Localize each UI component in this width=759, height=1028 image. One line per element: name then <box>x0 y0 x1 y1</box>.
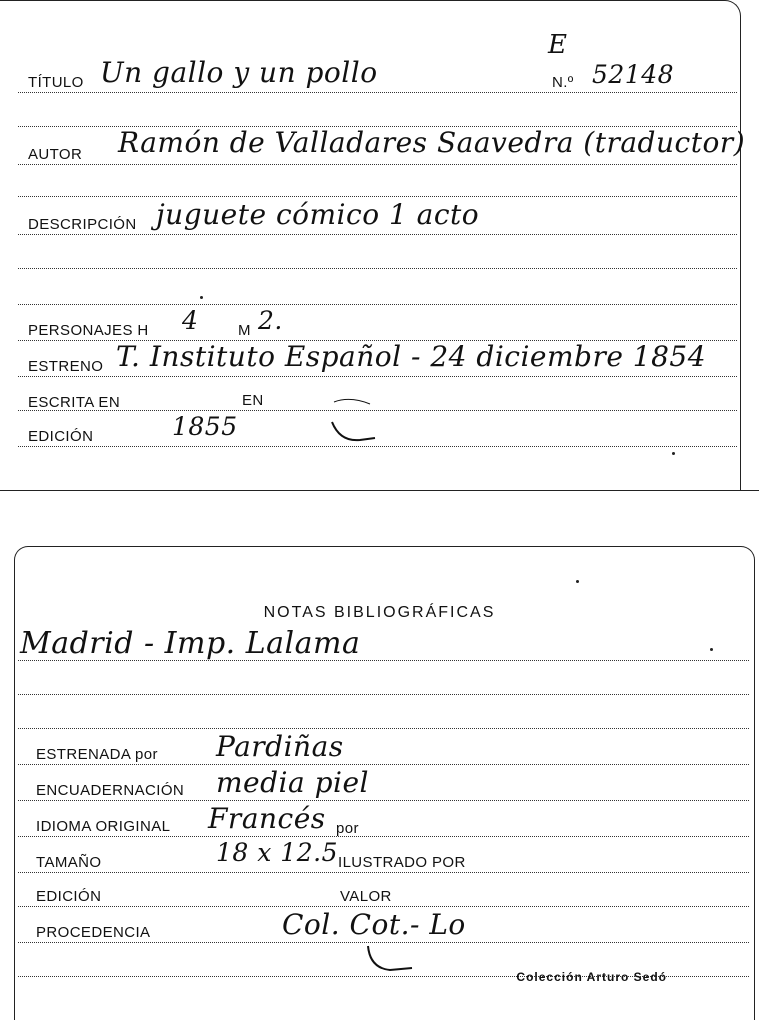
estreno-label: ESTRENO <box>28 358 104 375</box>
edicion-label: EDICIÓN <box>28 428 94 445</box>
idioma-label: IDIOMA ORIGINAL <box>36 818 171 835</box>
autor-value: Ramón de Valladares Saavedra (traductor) <box>118 126 746 159</box>
descripcion-label: DESCRIPCIÓN <box>28 216 137 233</box>
speck <box>576 580 579 583</box>
rule <box>18 92 737 93</box>
rule <box>18 376 737 377</box>
personajes-label: PERSONAJES H <box>28 322 149 339</box>
edicion-label-bottom: EDICIÓN <box>36 888 102 905</box>
escrita-en-label: ESCRITA EN <box>28 394 121 411</box>
tamano-label: TAMAÑO <box>36 854 102 871</box>
ilustrado-label: ILUSTRADO POR <box>338 854 466 871</box>
punch-hole-mark <box>360 938 430 978</box>
punch-hole-mark <box>320 392 390 448</box>
estrenada-value: Pardiñas <box>216 730 344 763</box>
speck <box>672 452 675 455</box>
procedencia-label: PROCEDENCIA <box>36 924 151 941</box>
catalog-card-top <box>0 0 759 491</box>
edicion-value: 1855 <box>172 412 238 441</box>
encuadernacion-label: ENCUADERNACIÓN <box>36 782 185 799</box>
personajes-h-value: 4 <box>182 306 199 335</box>
speck <box>200 296 203 299</box>
idioma-value: Francés <box>208 802 326 835</box>
tamano-value: 18 x 12.5 <box>216 838 338 867</box>
rule <box>18 694 749 695</box>
numero-label: N.º <box>552 74 574 91</box>
rule <box>18 872 749 873</box>
valor-label: VALOR <box>340 888 392 905</box>
rule <box>18 196 737 197</box>
stamp-letter: E <box>548 30 568 60</box>
rule <box>18 800 749 801</box>
rule <box>18 304 737 305</box>
personajes-m-value: 2. <box>258 306 283 335</box>
rule <box>18 728 749 729</box>
notas-value: Madrid - Imp. Lalama <box>20 626 361 661</box>
rule <box>18 268 737 269</box>
por-label: por <box>336 820 359 837</box>
procedencia-value: Col. Cot.- Lo <box>282 908 466 941</box>
encuadernacion-value: media piel <box>216 766 369 799</box>
rule <box>18 660 749 661</box>
rule <box>18 906 749 907</box>
speck <box>710 648 713 651</box>
estreno-value: T. Instituto Español - 24 diciembre 1854 <box>116 340 707 373</box>
notas-heading: NOTAS BIBLIOGRÁFICAS <box>263 604 496 621</box>
en-label: EN <box>242 392 264 409</box>
rule <box>18 764 749 765</box>
collection-footer: Colección Arturo Sedó <box>516 970 667 984</box>
numero-value: 52148 <box>592 60 675 89</box>
rule <box>18 836 749 837</box>
autor-label: AUTOR <box>28 146 83 163</box>
titulo-label: TÍTULO <box>28 74 84 91</box>
rule <box>18 164 737 165</box>
titulo-value: Un gallo y un pollo <box>100 56 378 89</box>
descripcion-value: juguete cómico 1 acto <box>156 198 480 231</box>
estrenada-label: ESTRENADA por <box>36 746 158 763</box>
rule <box>18 234 737 235</box>
personajes-m-label: M <box>238 322 251 339</box>
